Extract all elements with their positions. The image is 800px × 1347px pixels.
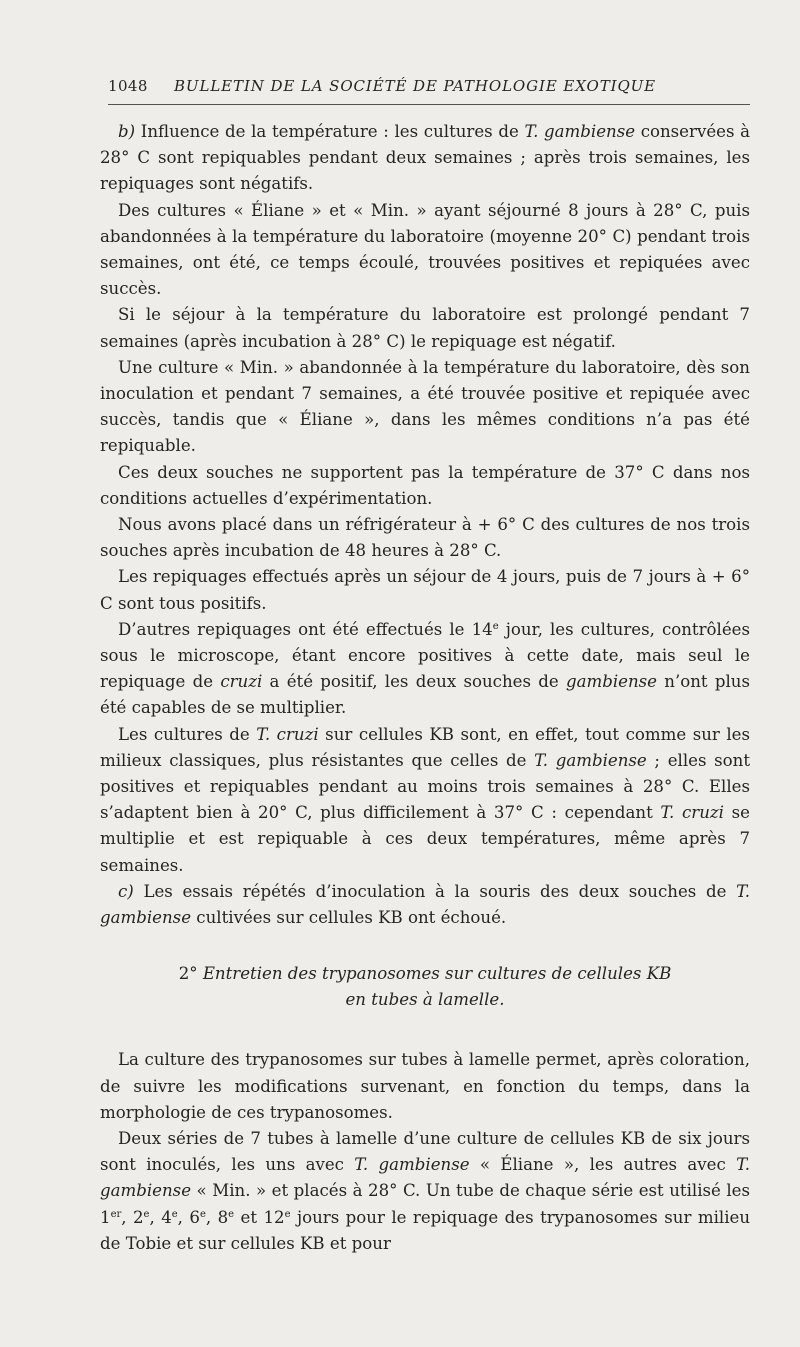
text-run: conservées à 28° C sont repiquables pendant deux semaines ; après trois semaines, les repiquages sont négatifs. — [100, 122, 751, 194]
text-run: jours pour le repiquage des trypanosomes sur milieu de Tobie et sur cellules KB et pour — [100, 1207, 751, 1253]
text-run: et 12 — [234, 1207, 285, 1227]
text-run: Deux séries de 7 tubes à lamelle d’une culture de cellules KB de six jours sont inoculés, les uns avec — [100, 1128, 750, 1175]
text-run: a été positif, les deux souches de — [262, 672, 566, 692]
species-name: gambiense — [565, 672, 657, 692]
paragraph-b-intro — [100, 119, 750, 198]
text-run: jour, les cultures, contrôlées sous le microscope, étant encore positives à cette date, mais seul le repiquage de — [100, 619, 750, 692]
species-name: T. gambiense — [534, 750, 647, 770]
superscript: e — [284, 1208, 291, 1220]
text-run: ; elles sont positives et repiquables pendant au moins trois semaines à 28° C. Elles s’adaptent bien à 20° C, plus difficilement à 37° C : cependant — [100, 750, 751, 823]
species-name: T. gambiense — [100, 1155, 751, 1201]
running-header — [108, 76, 748, 96]
heading-line-1: Entretien des trypanosomes sur cultures de cellules KB — [197, 964, 672, 984]
superscript: e — [199, 1208, 206, 1220]
text-run: D’autres repiquages ont été effectués le 14 — [118, 619, 493, 639]
text-run: , 8 — [205, 1207, 229, 1227]
superscript: e — [171, 1208, 178, 1220]
superscript: e — [492, 620, 499, 632]
text-run: Les cultures de — [118, 724, 257, 744]
text-run: , 6 — [177, 1207, 200, 1227]
paragraph — [100, 1126, 750, 1257]
species-name: T. cruzi — [256, 724, 319, 744]
species-name: T. gambiense — [524, 122, 636, 141]
superscript: e — [143, 1208, 150, 1220]
paragraph — [100, 722, 750, 879]
species-name: T. gambiense — [100, 881, 750, 928]
text-run: , 4 — [149, 1207, 172, 1227]
superscript: er — [110, 1208, 122, 1220]
paragraph: Ces deux souches ne supportent pas la température de 37° C dans nos conditions actuelles d’expérimentation. — [100, 462, 750, 508]
header-rule — [108, 104, 750, 105]
text-run: Influence de la température : les cultures de — [135, 122, 525, 141]
text-run: Les essais répétés d’inoculation à la souris des deux souches de — [133, 881, 737, 901]
paragraph: Les repiquages effectués après un séjour de 4 jours, puis de 7 jours à + 6° C sont tous positifs. — [100, 567, 750, 613]
paragraph: Une culture « Min. » abandonnée à la température du laboratoire, dès son inoculation et pendant 7 semaines, a été trouvée positive et repiquée avec succès, tandis que « Éliane », dans les mêmes conditions n’a pas été repiquable. — [100, 357, 750, 456]
text-run: , 2 — [121, 1207, 144, 1227]
paragraph: Nous avons placé dans un réfrigérateur à + 6° C des cultures de nos trois souches après incubation de 48 heures à 28° C. — [100, 515, 750, 561]
section-c-label: c) — [118, 881, 134, 901]
paragraph: Des cultures « Éliane » et « Min. » ayant séjourné 8 jours à 28° C, puis abandonnées à la température du laboratoire (moyenne 20° C) pendant trois semaines, ont été, ce temps écoulé, trouvées positives et repiquées avec succès. — [100, 200, 750, 299]
text-run: « Min. » et placés à 28° C. Un tube de chaque série est utilisé les 1 — [100, 1181, 750, 1227]
species-name: T. cruzi — [660, 803, 724, 823]
heading-number: 2° — [178, 964, 198, 984]
paragraph: Si le séjour à la température du laboratoire est prolongé pendant 7 semaines (après incubation à 28° C) le repiquage est négatif. — [100, 305, 750, 351]
species-name: T. gambiense — [354, 1155, 470, 1175]
text-run: « Éliane », les autres avec — [469, 1155, 737, 1175]
heading-line-2: en tubes à lamelle. — [345, 990, 505, 1010]
page-number: 1048 — [108, 77, 148, 95]
section-b-label: b) — [118, 122, 136, 141]
species-name: cruzi — [220, 672, 263, 692]
paragraph-c — [100, 879, 750, 931]
section-heading — [100, 961, 750, 1013]
text-run: sur cellules KB sont, en effet, tout comme sur les milieux classiques, plus résistantes que celles de — [100, 724, 750, 770]
text-run: se multiplie et est repiquable à ces deux températures, même après 7 semaines. — [100, 803, 750, 875]
text-run: cultivées sur cellules KB ont échoué. — [191, 908, 507, 928]
paragraph — [100, 617, 750, 722]
article-body — [100, 119, 750, 1257]
journal-title: BULLETIN DE LA SOCIÉTÉ DE PATHOLOGIE EXOTIQUE — [174, 77, 657, 95]
paragraph: La culture des trypanosomes sur tubes à lamelle permet, après coloration, de suivre les modifications survenant, en fonction du temps, dans la morphologie de ces trypanosomes. — [100, 1050, 750, 1122]
text-run: n’ont plus été capables de se multiplier. — [100, 672, 750, 718]
superscript: e — [228, 1208, 235, 1220]
